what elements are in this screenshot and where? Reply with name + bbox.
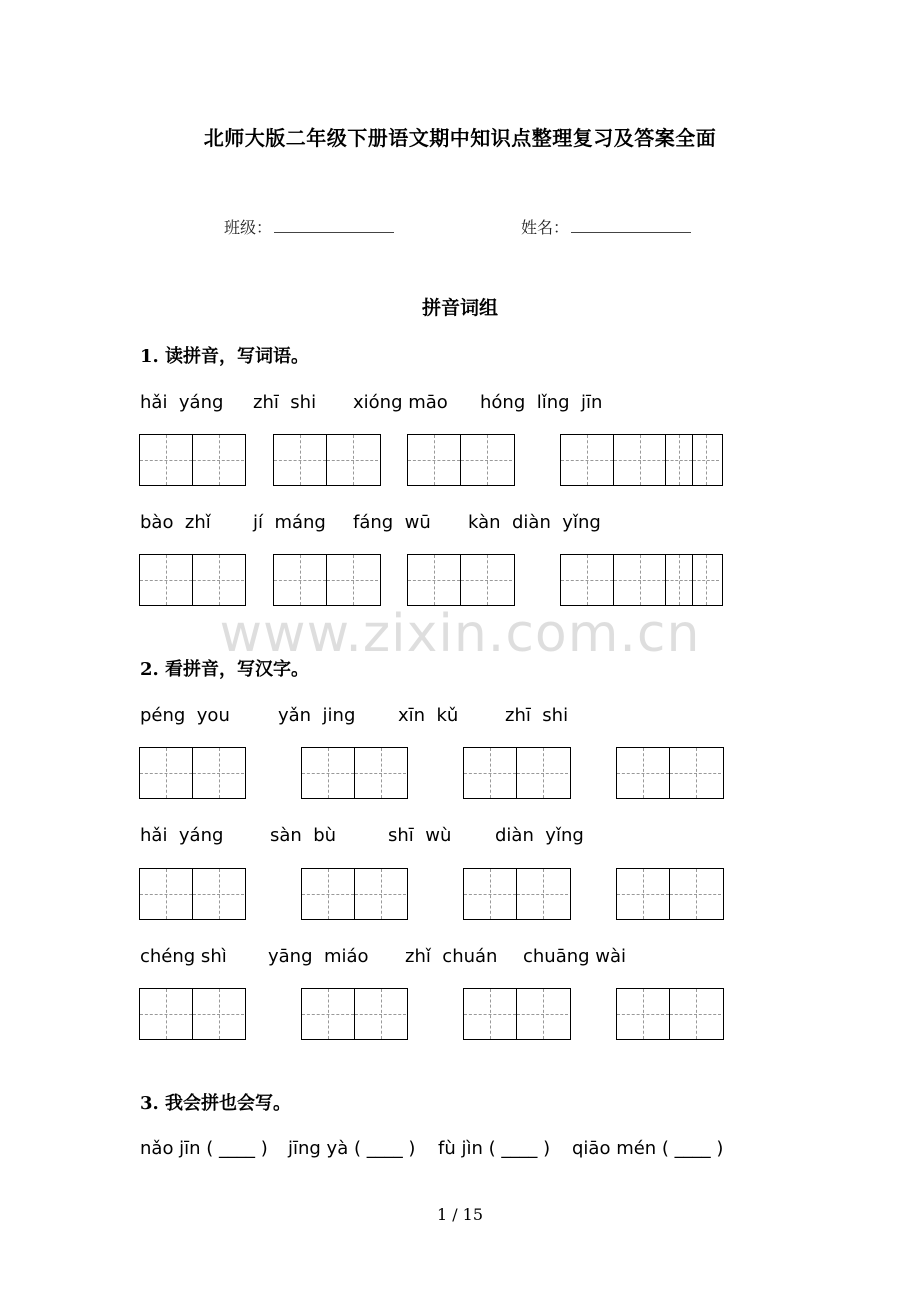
pinyin-label: diàn yǐng [495, 825, 584, 846]
name-label: 姓名： [521, 218, 570, 237]
writing-box[interactable] [407, 434, 515, 486]
pinyin-label: zhǐ chuán [405, 946, 498, 967]
pinyin-label: hǎi yáng [140, 825, 224, 846]
writing-box[interactable] [273, 434, 381, 486]
writing-box[interactable] [560, 434, 723, 486]
writing-box[interactable] [301, 988, 408, 1040]
section-title: 拼音词组 [421, 297, 498, 319]
pinyin-label: xióng māo [353, 392, 448, 413]
writing-box[interactable] [139, 988, 246, 1040]
writing-box[interactable] [616, 868, 724, 920]
class-blank[interactable] [274, 216, 394, 233]
writing-box[interactable] [616, 988, 724, 1040]
writing-box[interactable] [301, 747, 408, 799]
pinyin-label: hóng lǐng jīn [480, 392, 603, 413]
pinyin-label: chuāng wài [523, 946, 627, 967]
writing-box[interactable] [139, 868, 246, 920]
pinyin-label: fáng wū [353, 512, 431, 533]
question-3-heading: 3. 我会拼也会写。 [140, 1093, 292, 1114]
pinyin-label: sàn bù [270, 825, 337, 846]
writing-box[interactable] [273, 554, 381, 606]
name-field [521, 215, 691, 238]
pinyin-label: hǎi yáng [140, 392, 224, 413]
pinyin-label: chéng shì [140, 946, 227, 967]
fill-blank-item[interactable]: fù jìn ( ____ ) [438, 1138, 551, 1159]
pinyin-label: jí máng [253, 512, 326, 533]
writing-box[interactable] [139, 747, 246, 799]
pinyin-label: yǎn jing [278, 705, 356, 726]
fill-blank-item[interactable]: qiāo mén ( ____ ) [572, 1138, 724, 1159]
name-blank[interactable] [571, 216, 691, 233]
writing-box[interactable] [301, 868, 408, 920]
page-title: 北师大版二年级下册语文期中知识点整理复习及答案全面 [203, 126, 717, 150]
question-1-heading: 1. 读拼音，写词语。 [140, 346, 310, 367]
pinyin-label: bào zhǐ [140, 512, 211, 533]
pinyin-label: kàn diàn yǐng [468, 512, 601, 533]
writing-box[interactable] [139, 554, 246, 606]
page-number: 1 / 15 [436, 1205, 484, 1224]
question-2-heading: 2. 看拼音，写汉字。 [140, 659, 310, 680]
pinyin-label: zhī shi [505, 705, 569, 726]
watermark: www.zixin.com.cn [219, 604, 701, 664]
fill-blank-item[interactable]: nǎo jīn ( ____ ) [140, 1138, 268, 1159]
writing-box[interactable] [560, 554, 723, 606]
class-label: 班级： [224, 218, 273, 237]
writing-box[interactable] [407, 554, 515, 606]
writing-box[interactable] [616, 747, 724, 799]
writing-box[interactable] [139, 434, 246, 486]
pinyin-label: yāng miáo [268, 946, 369, 967]
pinyin-label: shī wù [388, 825, 452, 846]
writing-box[interactable] [463, 988, 571, 1040]
writing-box[interactable] [463, 868, 571, 920]
writing-box[interactable] [463, 747, 571, 799]
class-field [224, 215, 394, 238]
pinyin-label: péng you [140, 705, 230, 726]
pinyin-label: xīn kǔ [398, 705, 459, 726]
fill-blank-item[interactable]: jīng yà ( ____ ) [288, 1138, 416, 1159]
pinyin-label: zhī shi [253, 392, 317, 413]
